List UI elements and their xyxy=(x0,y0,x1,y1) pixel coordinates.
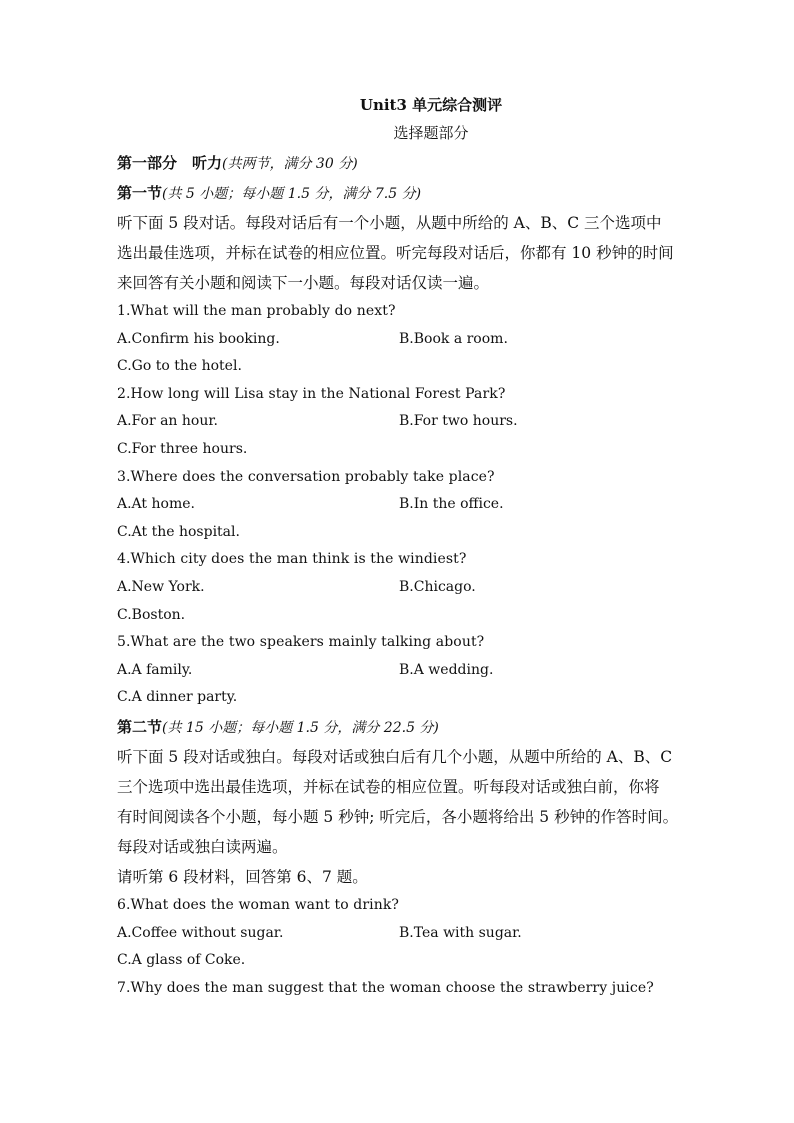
section2-detail: (共 15 小题；每小题 1.5 分，满分 22.5 分) xyxy=(162,719,439,736)
options-row xyxy=(117,408,697,436)
option-c: C.A dinner party. xyxy=(117,689,238,706)
option-c: C.A glass of Coke. xyxy=(117,952,246,969)
section1-label: 第一节 xyxy=(117,184,163,202)
option-a: A.For an hour. xyxy=(117,413,218,430)
option-c: C.Boston. xyxy=(117,606,186,623)
instruction-line: 听下面 5 段对话或独白。每段对话或独白后有几个小题，从题中所给的 A、B、C xyxy=(117,747,673,766)
instruction-line: 有时间阅读各个小题，每小题 5 秒钟; 听完后，各小题将给出 5 秒钟的作答时间。 xyxy=(117,807,679,826)
exam-page xyxy=(117,92,697,1002)
question-3: 3.Where does the conversation probably take place? xyxy=(117,468,495,485)
document-subtitle: 选择题部分 xyxy=(393,124,469,142)
question-1: 1.What will the man probably do next? xyxy=(117,303,396,319)
section1-heading xyxy=(117,178,697,208)
section2-instructions xyxy=(117,742,697,892)
document-title: Unit3 单元综合测评 xyxy=(359,96,503,114)
question-6: 6.What does the woman want to drink? xyxy=(117,896,400,913)
section2-label: 第二节 xyxy=(117,717,163,736)
option-b: B.Tea with sugar. xyxy=(399,924,522,941)
option-a: A.Coffee without sugar. xyxy=(117,924,284,941)
part1-heading xyxy=(117,148,697,178)
section1-instructions xyxy=(117,208,697,298)
part1-label: 第一部分 听力 xyxy=(117,154,223,172)
instruction-line: 来回答有关小题和阅读下一小题。每段对话仅读一遍。 xyxy=(117,274,490,292)
options-row xyxy=(117,491,697,519)
option-a: A.At home. xyxy=(117,496,195,513)
option-b: B.For two hours. xyxy=(399,413,518,430)
section1-detail: (共 5 小题；每小题 1.5 分，满分 7.5 分) xyxy=(162,186,422,202)
section2-heading xyxy=(117,712,697,742)
option-b: B.In the office. xyxy=(399,496,504,513)
option-c: C.At the hospital. xyxy=(117,523,240,540)
option-a: A.A family. xyxy=(117,661,193,678)
part1-detail: (共两节，满分 30 分) xyxy=(222,156,358,172)
options-row xyxy=(117,326,697,354)
options-row xyxy=(117,920,697,948)
option-b: B.A wedding. xyxy=(399,661,494,678)
question-5: 5.What are the two speakers mainly talking about? xyxy=(117,634,485,651)
option-a: A.Confirm his booking. xyxy=(117,330,280,347)
instruction-line: 选出最佳选项，并标在试卷的相应位置。听完每段对话后，你都有 10 秒钟的时间 xyxy=(117,244,674,262)
question-2: 2.How long will Lisa stay in the National Forest Park? xyxy=(117,385,506,402)
instruction-line: 三个选项中选出最佳选项，并标在试卷的相应位置。听每段对话或独白前，你将 xyxy=(117,777,660,796)
option-c: C.For three hours. xyxy=(117,440,248,457)
option-b: B.Book a room. xyxy=(399,330,508,347)
option-a: A.New York. xyxy=(117,578,205,595)
instruction-line: 每段对话或独白读两遍。 xyxy=(117,837,288,856)
material-note: 请听第 6 段材料，回答第 6、7 题。 xyxy=(117,867,368,886)
instruction-line: 听下面 5 段对话。每段对话后有一个小题，从题中所给的 A、B、C 三个选项中 xyxy=(117,214,662,232)
question-7: 7.Why does the man suggest that the woman choose the strawberry juice? xyxy=(117,979,654,996)
options-row xyxy=(117,657,697,685)
option-c: C.Go to the hotel. xyxy=(117,358,242,375)
options-row xyxy=(117,574,697,602)
question-4: 4.Which city does the man think is the windiest? xyxy=(117,551,467,568)
option-b: B.Chicago. xyxy=(399,578,476,595)
